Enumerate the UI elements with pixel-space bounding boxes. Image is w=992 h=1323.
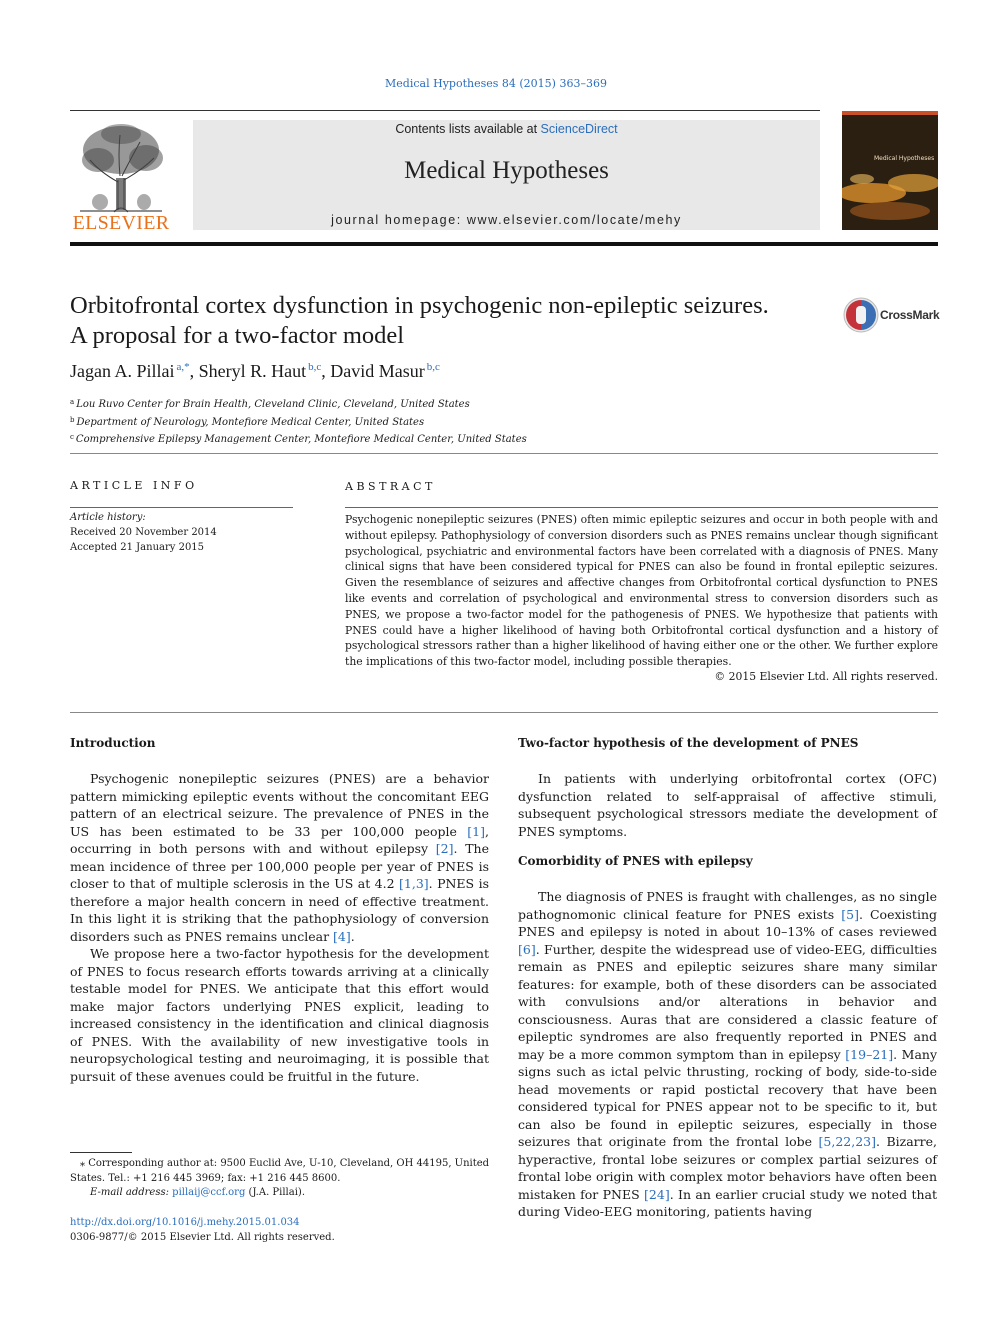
journal-cover-image <box>842 111 938 230</box>
contents-line <box>193 122 820 136</box>
body-text: . Bizarre, hyperactive, frontal lobe seizures or complex partial seizures of frontal lobe origin with complex motor behaviors have often been mistaken for PNES <box>518 1134 937 1202</box>
cover-artwork-icon <box>842 169 938 230</box>
reference-link[interactable]: [1] <box>467 823 486 839</box>
affiliation <box>70 430 527 448</box>
body-text: Psychogenic nonepileptic seizures (PNES) are a behavior pattern mimicking epileptic events without the concomitant EEG pattern of an electrical seizure. The prevalence of PNES in the US has been estimated to be 33 per 100,000 people <box>70 771 489 839</box>
affiliation-text: Comprehensive Epilepsy Management Center, Montefiore Medical Center, United States <box>75 434 527 445</box>
reference-link[interactable]: [6] <box>518 941 536 957</box>
header-bottom-rule <box>70 242 938 246</box>
article-title-line-2: A proposal for a two-factor model <box>70 322 405 349</box>
abstract-rule <box>345 507 938 508</box>
cover-title: Medical Hypotheses <box>874 155 935 162</box>
author-list <box>70 361 440 382</box>
sciencedirect-link[interactable]: ScienceDirect <box>540 122 618 136</box>
body-text: In patients with underlying orbitofrontal cortex (OFC) dysfunction related to self-appraisal of affective stimuli, subsequent psychological stressors mediate the development of PNES symptoms. <box>518 771 937 839</box>
affiliation-marker: a <box>70 398 75 406</box>
email-label: E-mail address: <box>90 1187 169 1198</box>
reference-link[interactable]: [19–21] <box>845 1046 894 1062</box>
affiliation <box>70 395 527 413</box>
email-suffix: (J.A. Pillai). <box>245 1187 305 1198</box>
email-link[interactable]: pillaij@ccf.org <box>172 1187 246 1198</box>
body-text: , occurring in both persons with and without epilepsy <box>70 823 489 856</box>
reference-link[interactable]: [5] <box>841 906 859 922</box>
crossmark-icon[interactable] <box>843 297 879 333</box>
issn-copyright: 0306-9877/© 2015 Elsevier Ltd. All rights reserved. <box>70 1231 335 1243</box>
article-info-heading: ARTICLE INFO <box>70 479 198 492</box>
body-text: . In an earlier crucial study we noted that during Video-EEG monitoring, patients having <box>518 1186 937 1219</box>
author-name: David Masur <box>330 361 425 381</box>
crossmark-label[interactable]: CrossMark <box>880 308 940 322</box>
affiliation-text: Lou Ruvo Center for Brain Health, Cleveland Clinic, Cleveland, United States <box>76 399 470 410</box>
elsevier-wordmark: ELSEVIER <box>72 212 170 234</box>
reference-link[interactable]: [1,3] <box>399 876 429 891</box>
paragraph <box>70 945 489 1085</box>
body-text: . PNES is therefore a major health concern in need of effective treatment. In this light it is striking that the pathophysiology of conversion disorders such as PNES remains unclear <box>70 876 489 944</box>
doi-block <box>70 1216 335 1245</box>
comorbidity-heading: Comorbidity of PNES with epilepsy <box>518 854 753 868</box>
reference-link[interactable]: [24] <box>644 1186 670 1202</box>
article-title-line-1: Orbitofrontal cortex dysfunction in psychogenic non-epileptic seizures. <box>70 292 769 319</box>
reference-link[interactable]: [2] <box>435 841 454 856</box>
article-history-label: Article history: <box>70 512 146 523</box>
doi-link[interactable]: http://dx.doi.org/10.1016/j.mehy.2015.01.034 <box>70 1217 300 1228</box>
journal-title: Medical Hypotheses <box>404 157 609 184</box>
body-text: . The mean incidence of three per 100,000 people per year of PNES is closer to that of multiple sclerosis in the US at 4.2 <box>70 841 489 891</box>
abstract-text: Psychogenic nonepileptic seizures (PNES) often mimic epileptic seizures and occur in both people with and without epilepsy. Pathophysiology of conversion disorders such as PNES remains unclear though significant psychological, psychiatric and environmental factors have been correlated with a diagnosis of PNES. Many clinical signs that have been considered typical for PNES can also be found in frontal epileptic seizures. Given the resemblance of seizures and affective changes from Orbitofrontal cortical dysfunction to PNES like events and correlation of psychological and environmental stress to conversion disorders such as PNES, we propose a two-factor model for the pathogenesis of PNES. We hypothesize that patients with PNES could have a higher likelihood of having both Orbitofrontal cortical dysfunction and a history of psychological stressors rather than a higher likelihood of having either one or the other. We further explore the implications of this two-factor model, including possible therapies. <box>345 513 938 669</box>
footnote-rule <box>70 1152 132 1153</box>
author-name: Jagan A. Pillai <box>70 361 175 381</box>
author-separator: , <box>189 361 199 381</box>
affiliations <box>70 395 527 448</box>
affiliation-marker: c <box>70 433 74 441</box>
paragraph <box>518 770 937 840</box>
two-factor-body <box>518 770 937 840</box>
journal-citation[interactable]: Medical Hypotheses 84 (2015) 363–369 <box>385 77 607 90</box>
footnote-star: ⁎ <box>80 1158 85 1169</box>
reference-link[interactable]: [5,22,23] <box>818 1134 876 1149</box>
journal-homepage[interactable]: journal homepage: www.elsevier.com/locate/mehy <box>331 213 682 227</box>
author-affiliation-marker[interactable]: b,c <box>308 361 322 373</box>
paragraph <box>70 770 489 945</box>
body-text: . Coexisting PNES and epilepsy is noted in about 10–13% of cases reviewed <box>518 906 937 939</box>
journal-banner <box>193 120 820 230</box>
abstract-copyright: © 2015 Elsevier Ltd. All rights reserved. <box>714 670 938 683</box>
body-text: . Further, despite the widespread use of video-EEG, difficulties remain as PNES and epileptic seizures share many similar features: for example, both of these disorders can be associated with convulsions and/or alterations in behavior and consciousness. Auras that are considered a classic feature of epileptic syndromes are also frequently reported in PNES and may be a more common symptom than in epilepsy <box>518 941 937 1062</box>
paragraph <box>518 888 937 1221</box>
corresponding-author-text: Corresponding author at: 9500 Euclid Ave, U-10, Cleveland, OH 44195, United States. Tel.: +1 216 445 3969; fax: +1 216 445 8600. <box>70 1158 490 1184</box>
received-date: Received 20 November 2014 <box>70 527 217 538</box>
article-title <box>70 291 830 351</box>
introduction-heading: Introduction <box>70 736 156 750</box>
header-top-rule <box>70 110 820 111</box>
body-text: . <box>350 928 355 944</box>
body-text: We propose here a two-factor hypothesis for the development of PNES to focus research efforts towards arriving at a clinically testable model for PNES. We anticipate that this effort would make major factors underlying PNES explicit, leading to increased consistency in the identification and clinical diagnosis of PNES. With the availability of new investigative tools in neuropsychological testing and neuroimaging, it is possible that pursuit of these avenues could be fruitful in the future. <box>70 946 489 1084</box>
section-divider <box>70 453 938 454</box>
article-info-rule <box>70 507 293 508</box>
body-text: . Many signs such as ictal pelvic thrusting, rocking of body, side-to-side head movements or rapid postictal recovery that have been considered typical for PNES appear not to be specific to it, but can also be found in epileptic seizures, especially in those seizures that originate from the frontal lobe <box>518 1046 938 1149</box>
affiliation-text: Department of Neurology, Montefiore Medical Center, United States <box>76 416 425 428</box>
introduction-body <box>70 770 489 1085</box>
author-separator: , <box>321 361 331 381</box>
accepted-date: Accepted 21 January 2015 <box>70 542 205 553</box>
corresponding-author-footnote <box>70 1157 490 1201</box>
two-factor-heading: Two-factor hypothesis of the development of PNES <box>518 736 859 750</box>
author-name: Sheryl R. Haut <box>198 361 307 381</box>
abstract-heading: ABSTRACT <box>345 480 436 493</box>
reference-link[interactable]: [4] <box>333 928 351 944</box>
contents-prefix: Contents lists available at <box>395 122 541 136</box>
section-divider <box>70 712 938 713</box>
affiliation <box>70 413 527 431</box>
comorbidity-body <box>518 888 937 1221</box>
author-affiliation-marker[interactable]: a,* <box>176 361 190 373</box>
body-text: The diagnosis of PNES is fraught with challenges, as no single pathognomonic clinical feature for PNES exists <box>518 889 937 922</box>
article-history <box>70 510 217 555</box>
affiliation-marker: b <box>70 415 75 424</box>
author-affiliation-marker[interactable]: b,c <box>426 361 440 373</box>
